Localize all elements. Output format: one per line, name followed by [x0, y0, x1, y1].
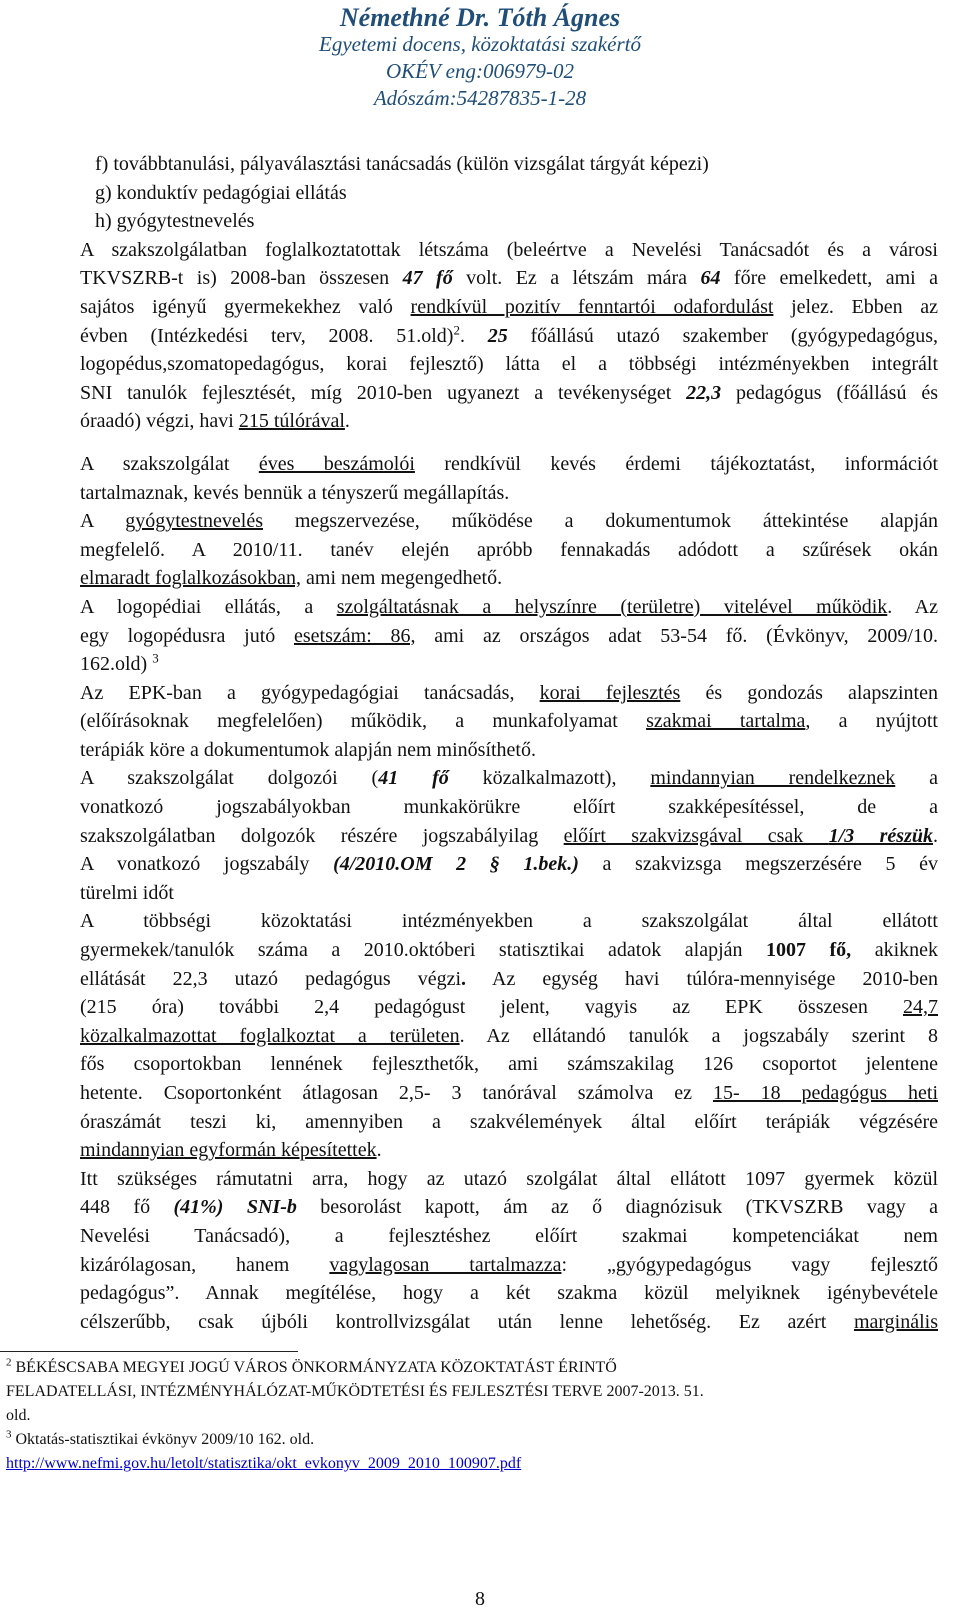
- paragraph-epk-services: [80, 679, 938, 765]
- text-line: 162.old) $^3$: [80, 650, 159, 676]
- paragraph-staff-qualification: [80, 764, 938, 907]
- text-line: TKVSZRB-t is) 2008-ban összesen 47 fő volt. Ez a létszám mára 64 főre emelkedett, ami a: [80, 267, 938, 290]
- text-line: kizárólagosan, hanem vagylagosan tartalmazza: „gyógypedagógus vagy fejlesztő: [80, 1253, 938, 1276]
- text-line: A szakszolgálat dolgozói (41 fő közalkalmazott), mindannyian rendelkeznek a: [80, 767, 938, 790]
- author-name: Némethné Dr. Tóth Ágnes: [339, 3, 621, 32]
- text-line: mindannyian egyformán képesítettek.: [80, 1139, 382, 1162]
- text-line: A többségi közoktatási intézményekben a szakszolgálat által ellátott: [80, 910, 938, 933]
- footnote-2-cont: FELADATELLÁSI, INTÉZMÉNYHÁLÓZAT-MŰKÖDTETÉSI ÉS FEJLESZTÉSI TERVE 2007-2013. 51.: [6, 1383, 704, 1400]
- text-line: pedagógus”. Annak megítélése, hogy a két szakma közül melyiknek igénybevétele: [80, 1282, 938, 1305]
- paragraph-speech-therapy: [80, 593, 938, 679]
- footnotes: [6, 1356, 930, 1476]
- text-line: szakszolgálatban dolgozók részére jogszabályilag előírt szakvizsgával csak 1/3 részük.: [80, 824, 938, 847]
- text-line: A gyógytestnevelés megszervezése, működése a dokumentumok áttekintése alapján: [80, 510, 938, 533]
- text-line: megfelelő. A 2010/11. tanév elején apróbb fennakadás adódott a szűrések okán: [80, 538, 938, 561]
- text-line: gyermekek/tanulók száma a 2010.októberi statisztikai adatok alapján 1007 fő, akiknek: [80, 939, 938, 962]
- text-line: (előírásoknak megfelelően) működik, a munkafolyamat szakmai tartalma, a nyújtott: [80, 710, 938, 733]
- text-line: óraszámát teszi ki, amennyiben a szakvélemények által előírt terápiák végzésére: [80, 1110, 938, 1133]
- footnote-2: $^2$ BÉKÉSCSABA MEGYEI JOGÚ VÁROS ÖNKORMÁNYZATA KÖZOKTATÁST ÉRINTŐ: [6, 1356, 617, 1376]
- text-line: sajátos igényű gyermekekhez való rendkívül pozitív fenntartói odafordulást jelez. Ebben az: [80, 295, 938, 318]
- paragraph-staff-count: [80, 236, 938, 436]
- text-line: évben (Intézkedési terv, 2008. 51.old)$^2$. 25 főállású utazó szakember (gyógypedagógus,: [80, 321, 938, 347]
- page-number: 8: [475, 1588, 485, 1610]
- page-header: [0, 4, 960, 112]
- text-line: SNI tanulók fejlesztését, míg 2010-ben ugyanezt a tevékenységet 22,3 pedagógus (főállású és: [80, 381, 938, 404]
- footnote-2-end: old.: [6, 1407, 31, 1424]
- text-line: Az EPK-ban a gyógypedagógiai tanácsadás, korai fejlesztés és gondozás alapszinten: [80, 681, 938, 704]
- paragraph-sni-b-classification: [80, 1165, 938, 1337]
- text-line: Itt szükséges rámutatni arra, hogy az utazó szolgálat által ellátott 1097 gyermek közül: [80, 1167, 938, 1190]
- text-line: elmaradt foglalkozásokban, ami nem megengedhető.: [80, 567, 503, 590]
- text-line: tartalmaznak, kevés bennük a tényszerű megállapítás.: [80, 481, 510, 504]
- text-line: A vonatkozó jogszabály (4/2010.OM 2 § 1.bek.) a szakvizsga megszerzésére 5 év: [80, 853, 938, 876]
- text-line: Nevelési Tanácsadó), a fejlesztéshez előírt szakmai kompetenciákat nem: [80, 1224, 938, 1247]
- text-line: hetente. Csoportonként átlagosan 2,5- 3 tanórával számolva ez 15- 18 pedagógus heti: [80, 1082, 938, 1104]
- text-line: célszerűbb, csak újbóli kontrollvizsgálat után lenne lehetőség. Ez azért marginális: [80, 1310, 938, 1333]
- text-line: A szakszolgálat éves beszámolói rendkívül kevés érdemi tájékoztatást, információt: [80, 452, 938, 475]
- text-line: A logopédiai ellátás, a szolgáltatásnak a helyszínre (területre) vitelével működik. Az: [80, 595, 938, 618]
- text-line: 448 fő (41%) SNI-b besorolást kapott, ám az ő diagnózisuk (TKVSZRB vagy a: [80, 1196, 938, 1219]
- text-line: ellátását 22,3 utazó pedagógus végzi. Az egység havi túlóra-mennyisége 2010-ben: [80, 967, 938, 990]
- text-line: türelmi időt: [80, 881, 174, 904]
- text-line: (215 óra) további 2,4 pedagógust jelent, vagyis az EPK összesen 24,7: [80, 996, 938, 1019]
- text-line: fős csoportokban lennének fejleszthetők, ami számszakilag 126 csoportot jelentene: [80, 1053, 938, 1076]
- text-line: logopédus,szomatopedagógus, korai fejlesztő) látta el a többségi intézményekben integrált: [80, 353, 938, 376]
- text-line: terápiák köre a dokumentumok alapján nem minősíthető.: [80, 738, 536, 761]
- author-title: Egyetemi docens, közoktatási szakértő: [319, 32, 641, 56]
- text-line: egy logopédusra jutó esetszám: 86, ami az országos adat 53-54 fő. (Évkönyv, 2009/10.: [80, 624, 938, 647]
- tax-number: Adószám:54287835-1-28: [373, 86, 587, 110]
- list-item-h: h) gyógytestnevelés: [95, 210, 255, 233]
- document-body: [80, 150, 938, 1336]
- text-line: vonatkozó jogszabályokban munkakörükre előírt szakképesítéssel, de a: [80, 796, 938, 819]
- paragraph-physical-therapy: [80, 507, 938, 593]
- paragraph-integrated-students: [80, 907, 938, 1164]
- footnote-separator: [0, 1351, 298, 1352]
- paragraph-annual-reports: [80, 450, 938, 507]
- footnote-3: $^3$ Oktatás-statisztikai évkönyv 2009/10 162. old.: [6, 1428, 315, 1448]
- text-line: óraadó) végzi, havi 215 túlórával.: [80, 410, 350, 433]
- okev-number: OKÉV eng:006979-02: [385, 59, 574, 83]
- list-item-g: g) konduktív pedagógiai ellátás: [95, 181, 347, 204]
- statistics-yearbook-link[interactable]: http://www.nefmi.gov.hu/letolt/statisztika/okt_evkonyv_2009_2010_100907.pdf: [6, 1455, 522, 1472]
- text-line: közalkalmazottat foglalkoztat a területen. Az ellátandó tanulók a jogszabály szerint 8: [80, 1024, 938, 1047]
- list-item-f: f) továbbtanulási, pályaválasztási tanácsadás (külön vizsgálat tárgyát képezi): [95, 153, 709, 175]
- text-line: A szakszolgálatban foglalkoztatottak létszáma (beleértve a Nevelési Tanácsadót és a városi: [80, 238, 938, 261]
